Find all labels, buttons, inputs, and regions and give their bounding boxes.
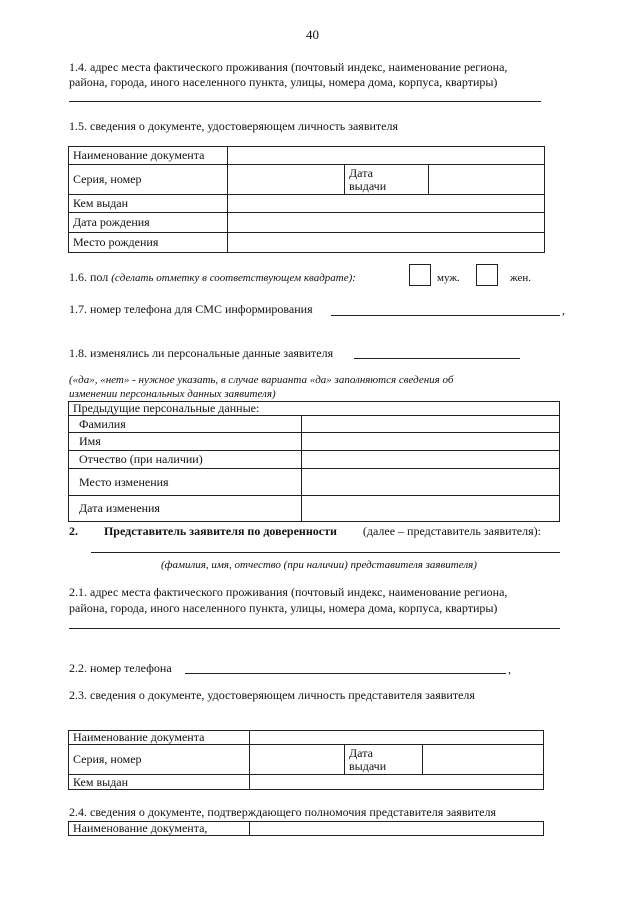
rep-doc-name-label: Наименование документа xyxy=(69,731,250,745)
section-2-heading xyxy=(69,524,541,538)
section-2-1-line2: района, города, иного населенного пункта, улицы, номера дома, корпуса, квартиры) xyxy=(69,601,498,615)
series-number-label: Серия, номер xyxy=(69,165,228,195)
rep-issued-by-label: Кем выдан xyxy=(69,775,250,790)
authority-doc-name-field[interactable] xyxy=(250,822,544,836)
sms-phone-comma: , xyxy=(562,303,565,317)
page-number: 40 xyxy=(306,27,319,42)
section-1-5-heading: 1.5. сведения о документе, удостоверяющем личность заявителя xyxy=(69,119,398,133)
male-label: муж. xyxy=(437,272,460,284)
birth-date-field[interactable] xyxy=(228,213,545,233)
section-2-rest: (далее – представитель заявителя): xyxy=(362,524,541,538)
applicant-id-document-table xyxy=(68,146,545,253)
representative-phone-comma: , xyxy=(508,662,511,676)
sms-phone-label: 1.7. номер телефона для СМС информирования xyxy=(69,302,313,316)
address-input-line[interactable] xyxy=(69,101,541,102)
personal-data-changed-input[interactable] xyxy=(354,358,520,359)
representative-phone-input[interactable] xyxy=(185,673,506,674)
rep-series-number-label: Серия, номер xyxy=(69,745,250,775)
personal-data-changed-label: 1.8. изменялись ли персональные данные заявителя xyxy=(69,346,334,360)
section-2-3-heading: 2.3. сведения о документе, удостоверяющем личность представителя заявителя xyxy=(69,688,475,702)
rep-issue-date-label: Дата выдачи xyxy=(345,745,423,775)
issued-by-field[interactable] xyxy=(228,195,545,213)
doc-name-field[interactable] xyxy=(228,147,545,165)
prev-name-label: Имя xyxy=(69,433,302,451)
section-2-4-heading: 2.4. сведения о документе, подтверждающего полномочия представителя заявителя xyxy=(69,805,496,819)
rep-series-number-field[interactable] xyxy=(250,745,345,775)
section-2-1-line1: 2.1. адрес места фактического проживания (почтовый индекс, наименование региона, xyxy=(69,585,508,599)
birth-place-field[interactable] xyxy=(228,233,545,253)
previous-data-header: Предыдущие персональные данные: xyxy=(69,402,560,416)
change-date-label: Дата изменения xyxy=(69,496,302,522)
rep-doc-name-field[interactable] xyxy=(250,731,544,745)
prev-patronymic-field[interactable] xyxy=(302,451,560,469)
representative-id-document-table xyxy=(68,730,544,790)
male-checkbox[interactable] xyxy=(409,264,431,286)
series-number-field[interactable] xyxy=(228,165,345,195)
gender-label: 1.6. пол (сделать отметку в соответствующем квадрате): xyxy=(69,270,356,284)
representative-phone-label: 2.2. номер телефона xyxy=(69,661,172,675)
female-checkbox[interactable] xyxy=(476,264,498,286)
prev-name-field[interactable] xyxy=(302,433,560,451)
doc-name-label: Наименование документа xyxy=(69,147,228,165)
issued-by-label: Кем выдан xyxy=(69,195,228,213)
personal-data-note-line1: («да», «нет» - нужное указать, в случае варианта «да» заполняются сведения об xyxy=(69,374,454,386)
representative-address-input[interactable] xyxy=(69,628,560,629)
section-2-number: 2. xyxy=(69,524,78,538)
previous-personal-data-table xyxy=(68,401,560,522)
issue-date-field[interactable] xyxy=(429,165,545,195)
representative-name-input[interactable] xyxy=(91,552,560,553)
sms-phone-input[interactable] xyxy=(331,315,560,316)
rep-issue-date-field[interactable] xyxy=(423,745,544,775)
authority-document-table xyxy=(68,821,544,836)
authority-doc-name-label: Наименование документа, xyxy=(69,822,250,836)
gender-hint: (сделать отметку в соответствующем квадрате): xyxy=(111,272,356,284)
change-place-label: Место изменения xyxy=(69,469,302,496)
personal-data-note-line2: изменении персональных данных заявителя) xyxy=(69,388,276,400)
section-1-4-line2: района, города, иного населенного пункта, улицы, номера дома, корпуса, квартиры) xyxy=(69,75,498,89)
representative-name-caption: (фамилия, имя, отчество (при наличии) представителя заявителя) xyxy=(161,559,477,571)
section-1-4-line1: 1.4. адрес места фактического проживания (почтовый индекс, наименование региона, xyxy=(69,60,508,74)
rep-issued-by-field[interactable] xyxy=(250,775,544,790)
section-2-title: Представитель заявителя по доверенности xyxy=(103,524,337,538)
change-date-field[interactable] xyxy=(302,496,560,522)
birth-date-label: Дата рождения xyxy=(69,213,228,233)
prev-surname-label: Фамилия xyxy=(69,416,302,433)
prev-surname-field[interactable] xyxy=(302,416,560,433)
birth-place-label: Место рождения xyxy=(69,233,228,253)
issue-date-label: Дата выдачи xyxy=(345,165,429,195)
prev-patronymic-label: Отчество (при наличии) xyxy=(69,451,302,469)
change-place-field[interactable] xyxy=(302,469,560,496)
female-label: жен. xyxy=(510,272,531,284)
